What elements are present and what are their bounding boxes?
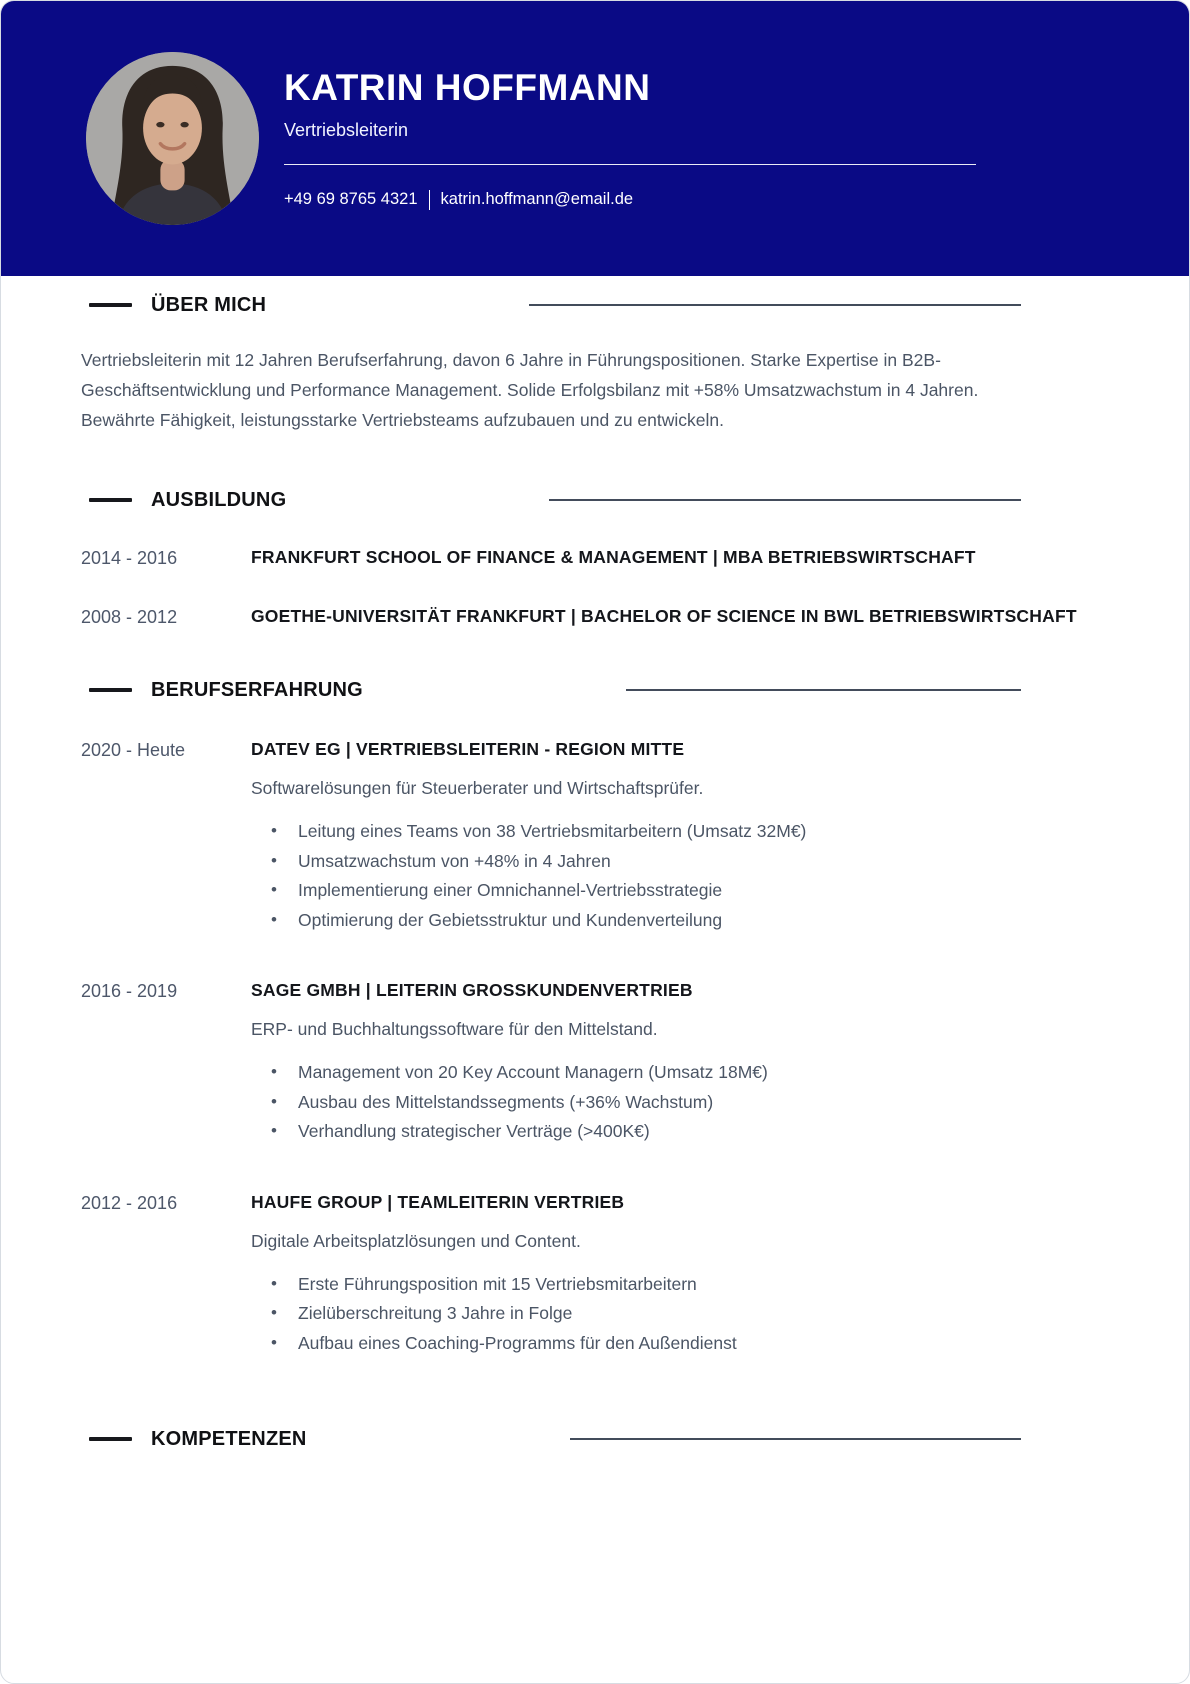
bullet-item bbox=[251, 1270, 1071, 1300]
experience-entry bbox=[81, 977, 1109, 1147]
entry-description: Softwarelösungen für Steuerberater und Wirtschaftsprüfer. bbox=[251, 778, 704, 798]
entry-title: FRANKFURT SCHOOL OF FINANCE & MANAGEMENT | MBA BETRIEBSWIRTSCHAFT bbox=[251, 547, 976, 567]
bullet-icon: • bbox=[271, 850, 277, 870]
bullet-text: Leitung eines Teams von 38 Vertriebsmitarbeitern (Umsatz 32M€) bbox=[298, 821, 807, 841]
bullet-text: Umsatzwachstum von +48% in 4 Jahren bbox=[298, 850, 611, 871]
education-entry bbox=[81, 544, 1109, 571]
experience-entry bbox=[81, 1189, 1109, 1359]
heading-dash bbox=[89, 498, 132, 502]
entry-content bbox=[251, 977, 1109, 1147]
entry-title: HAUFE GROUP | TEAMLEITERIN VERTRIEB bbox=[251, 1191, 625, 1212]
email-address: katrin.hoffmann@email.de bbox=[440, 190, 634, 208]
bullet-icon: • bbox=[271, 1273, 277, 1293]
bullet-item bbox=[251, 1329, 1071, 1359]
section-about bbox=[81, 292, 1109, 435]
header-band bbox=[1, 1, 1189, 276]
experience-entry bbox=[81, 736, 1109, 935]
skills-heading: KOMPETENZEN bbox=[151, 1428, 307, 1450]
contact-separator bbox=[429, 190, 430, 210]
profile-photo bbox=[86, 52, 259, 225]
bullet-text: Zielüberschreitung 3 Jahre in Folge bbox=[298, 1303, 573, 1323]
section-experience bbox=[81, 677, 1109, 1358]
bullet-item bbox=[251, 876, 1071, 906]
section-education bbox=[81, 487, 1109, 630]
entry-content bbox=[251, 1189, 1109, 1359]
bullet-icon: • bbox=[271, 1121, 277, 1140]
skills-heading-row bbox=[81, 1426, 1109, 1452]
heading-rule bbox=[529, 304, 1021, 306]
bullet-icon: • bbox=[271, 821, 277, 840]
phone-number: +49 69 8765 4321 bbox=[284, 190, 418, 208]
bullet-text: Ausbau des Mittelstandssegments (+36% Wachstum) bbox=[298, 1091, 714, 1112]
bullet-icon: • bbox=[271, 1062, 277, 1081]
resume-body bbox=[1, 292, 1189, 1452]
entry-title: SAGE GMBH | LEITERIN GROSSKUNDENVERTRIEB bbox=[251, 980, 693, 1000]
candidate-job-title: Vertriebsleiterin bbox=[284, 119, 409, 140]
heading-rule bbox=[570, 1438, 1021, 1440]
section-skills bbox=[81, 1426, 1109, 1452]
bullet-item bbox=[251, 1088, 1071, 1118]
entry-title: DATEV EG | VERTRIEBSLEITERIN - REGION MITTE bbox=[251, 739, 685, 759]
entry-description: ERP- und Buchhaltungssoftware für den Mittelstand. bbox=[251, 1019, 658, 1039]
bullet-text: Implementierung einer Omnichannel-Vertriebsstrategie bbox=[298, 880, 723, 900]
entry-period: 2014 - 2016 bbox=[81, 548, 178, 568]
entry-period: 2016 - 2019 bbox=[81, 981, 178, 1001]
entry-bullet-list bbox=[251, 1270, 1109, 1359]
contact-row bbox=[284, 190, 1109, 210]
bullet-text: Aufbau eines Coaching-Programms für den Außendienst bbox=[298, 1332, 737, 1353]
education-heading-row bbox=[81, 487, 1109, 513]
heading-dash bbox=[89, 1437, 132, 1441]
heading-rule bbox=[549, 499, 1021, 501]
header-divider bbox=[284, 164, 976, 165]
entry-period: 2012 - 2016 bbox=[81, 1192, 178, 1213]
about-heading: ÜBER MICH bbox=[151, 294, 267, 316]
bullet-item bbox=[251, 1058, 1071, 1088]
entry-title: GOETHE-UNIVERSITÄT FRANKFURT | BACHELOR OF SCIENCE IN BWL BETRIEBSWIRTSCHAFT bbox=[251, 606, 1077, 626]
heading-rule bbox=[626, 689, 1021, 691]
education-entry bbox=[81, 603, 1109, 630]
heading-dash bbox=[89, 303, 132, 307]
bullet-item bbox=[251, 847, 1071, 877]
about-text: Vertriebsleiterin mit 12 Jahren Berufserfahrung, davon 6 Jahre in Führungspositionen. Starke Expertise in B2B-Geschäftsentwicklung und Performance Management. Solide Erfolgsbilanz mit +58% Umsatzwachstum in 4 Jahren. Bewährte Fähigkeit, leistungsstarke Vertriebsteams aufzubauen und zu entwickeln. bbox=[81, 350, 979, 430]
about-heading-row bbox=[81, 292, 1109, 318]
education-heading: AUSBILDUNG bbox=[151, 489, 287, 511]
entry-description: Digitale Arbeitsplatzlösungen und Content. bbox=[251, 1230, 581, 1251]
entry-bullet-list bbox=[251, 817, 1109, 935]
experience-heading: BERUFSERFAHRUNG bbox=[151, 679, 363, 701]
bullet-icon: • bbox=[271, 880, 277, 899]
bullet-icon: • bbox=[271, 1091, 277, 1111]
bullet-item bbox=[251, 1117, 1071, 1147]
bullet-text: Management von 20 Key Account Managern (Umsatz 18M€) bbox=[298, 1062, 768, 1082]
entry-period: 2020 - Heute bbox=[81, 740, 186, 760]
bullet-text: Optimierung der Gebietsstruktur und Kundenverteilung bbox=[298, 909, 723, 930]
heading-dash bbox=[89, 688, 132, 692]
bullet-icon: • bbox=[271, 1303, 277, 1322]
bullet-text: Erste Führungsposition mit 15 Vertriebsmitarbeitern bbox=[298, 1273, 697, 1294]
bullet-item bbox=[251, 906, 1071, 936]
entry-content bbox=[251, 736, 1109, 935]
person-portrait-icon bbox=[86, 52, 259, 225]
bullet-icon: • bbox=[271, 1332, 277, 1352]
entry-period: 2008 - 2012 bbox=[81, 607, 178, 627]
entry-bullet-list bbox=[251, 1058, 1109, 1147]
candidate-name: KATRIN HOFFMANN bbox=[284, 66, 651, 108]
header-text-block bbox=[284, 68, 1109, 210]
bullet-icon: • bbox=[271, 909, 277, 929]
bullet-item bbox=[251, 817, 1071, 847]
bullet-item bbox=[251, 1299, 1071, 1329]
experience-heading-row bbox=[81, 677, 1109, 703]
bullet-text: Verhandlung strategischer Verträge (>400K€) bbox=[298, 1121, 650, 1141]
